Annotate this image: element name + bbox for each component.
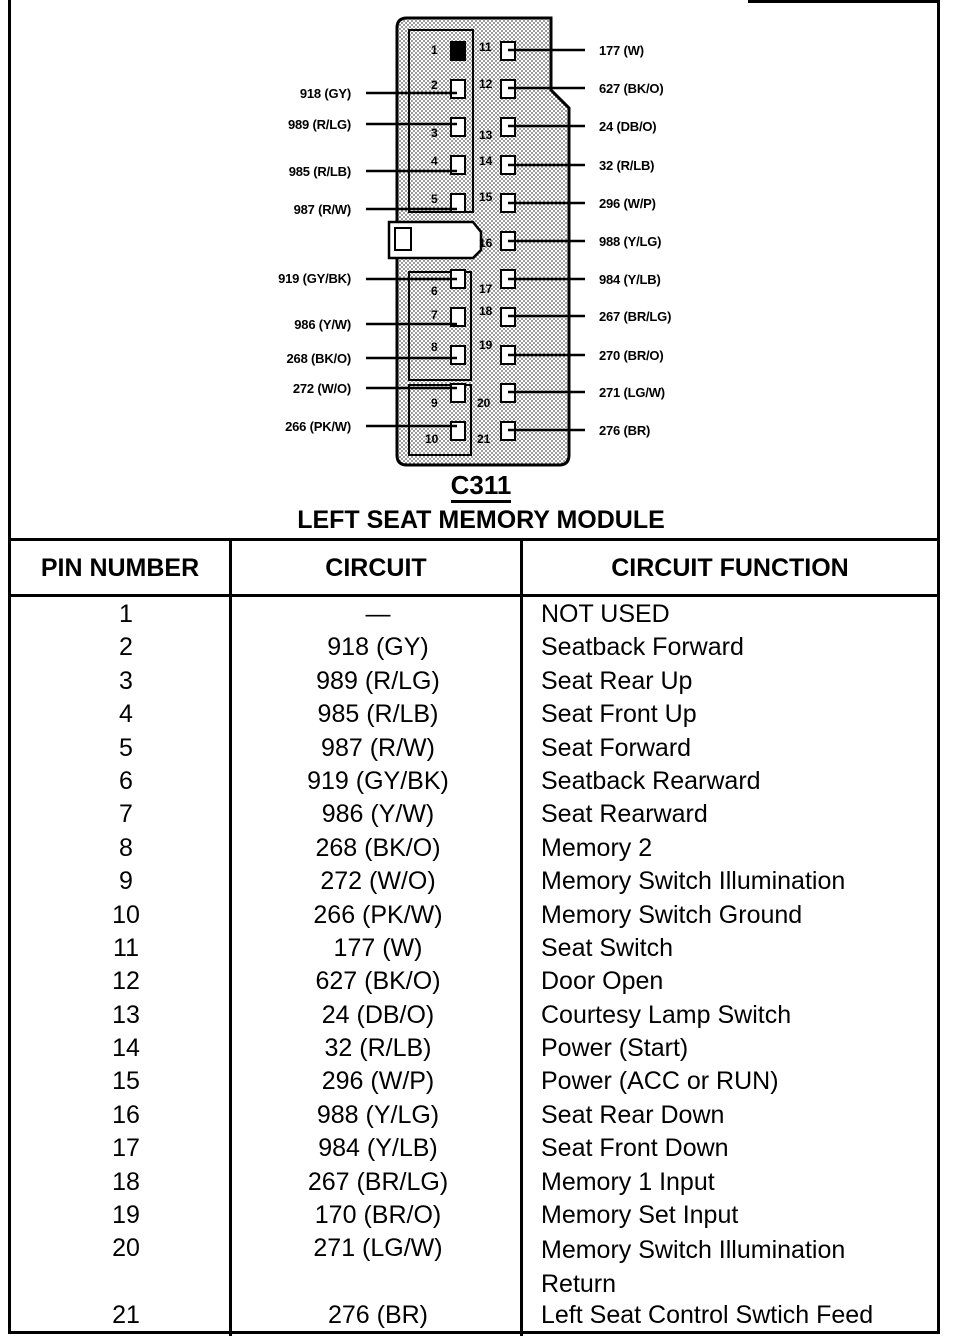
connector-id-text: C311	[451, 470, 512, 503]
pin-number: 7	[431, 308, 438, 322]
circuit-cell: 985 (R/LB)	[317, 700, 439, 729]
circuit-cell: 32 (R/LB)	[324, 1034, 432, 1063]
circuit-cell: 266 (PK/W)	[313, 900, 443, 929]
function-cell: Seat Forward	[541, 733, 692, 762]
wire-label: 270 (BR/O)	[599, 348, 664, 363]
circuit-cell: 268 (BK/O)	[315, 833, 441, 862]
header-circuit: CIRCUIT	[325, 553, 427, 582]
function-cell: Seat Front Down	[541, 1134, 729, 1163]
table-row	[11, 967, 937, 1000]
wire-label: 24 (DB/O)	[599, 119, 657, 134]
pin-number: 9	[431, 396, 438, 410]
pin-number: 4	[431, 154, 438, 168]
table-row	[11, 934, 937, 967]
circuit-cell: 276 (BR)	[327, 1301, 429, 1330]
wire-label: 627 (BK/O)	[599, 81, 664, 96]
pin-cell: 10	[112, 900, 140, 929]
table-row	[11, 1101, 937, 1134]
pin-number: 11	[479, 40, 492, 54]
wire-label: 266 (PK/W)	[285, 419, 351, 434]
table-row	[11, 867, 937, 900]
function-cell: Memory Switch Illumination	[541, 867, 846, 896]
table-row	[11, 1301, 937, 1334]
pin-cell: 8	[119, 833, 133, 862]
circuit-cell: 24 (DB/O)	[321, 1000, 435, 1029]
wire-label: 271 (LG/W)	[599, 385, 665, 400]
function-cell: Memory Switch Ground	[541, 900, 803, 929]
function-cell: Memory 2	[541, 833, 653, 862]
function-cell: Left Seat Control Swtich Feed	[541, 1301, 874, 1330]
pin-number: 1	[431, 43, 438, 57]
table-row	[11, 734, 937, 767]
wire-label: 985 (R/LB)	[288, 164, 351, 179]
pin-cell: 9	[119, 867, 133, 896]
table-row	[11, 667, 937, 700]
pin-cell: 5	[119, 733, 133, 762]
wire-label: 986 (Y/W)	[294, 317, 351, 332]
function-cell: Power (ACC or RUN)	[541, 1067, 779, 1096]
circuit-cell: 296 (W/P)	[321, 1067, 435, 1096]
function-cell: NOT USED	[541, 600, 670, 628]
function-cell: Seat Switch	[541, 933, 674, 962]
wire-label: 919 (GY/BK)	[278, 271, 351, 286]
pin-number: 14	[479, 154, 493, 168]
circuit-cell: 267 (BR/LG)	[307, 1167, 449, 1196]
function-cell: Seat Rearward	[541, 800, 708, 829]
wire-label: 987 (R/W)	[293, 202, 351, 217]
connector-drawing	[11, 0, 937, 540]
connector-name: LEFT SEAT MEMORY MODULE	[297, 506, 665, 534]
table-row	[11, 1201, 937, 1234]
table-row	[11, 1001, 937, 1034]
pin-number: 12	[479, 77, 493, 91]
pin-number: 2	[431, 78, 438, 92]
function-cell: Memory Switch Illumination Return	[541, 1236, 846, 1298]
pin-cell: 18	[112, 1167, 140, 1196]
wire-label: 918 (GY)	[299, 86, 351, 101]
function-cell: Seat Rear Down	[541, 1100, 725, 1129]
circuit-cell: 919 (GY/BK)	[307, 766, 449, 795]
circuit-cell: 627 (BK/O)	[315, 967, 441, 996]
header-circuit-function: CIRCUIT FUNCTION	[611, 553, 849, 582]
circuit-cell: 272 (W/O)	[320, 867, 436, 896]
table-row	[11, 633, 937, 666]
pin-cell: 17	[112, 1134, 140, 1163]
pin-number: 19	[479, 338, 493, 352]
table-row	[11, 600, 937, 633]
wire-label: 296 (W/P)	[599, 196, 656, 211]
pin-cell: 21	[112, 1301, 140, 1330]
pin-cell: 2	[119, 633, 133, 662]
header-pin-number: PIN NUMBER	[40, 553, 200, 582]
pin-number: 10	[425, 432, 439, 446]
table-row	[11, 800, 937, 833]
pin-cell: 11	[113, 933, 139, 962]
connector-diagram	[11, 0, 937, 540]
pin-cell: 6	[119, 766, 133, 795]
function-cell: Memory 1 Input	[541, 1167, 715, 1196]
table-row	[11, 1134, 937, 1167]
circuit-cell: 271 (LG/W)	[313, 1234, 443, 1263]
function-cell: Memory Set Input	[541, 1201, 739, 1230]
pin-number: 13	[479, 128, 493, 142]
pin-cell: 1	[119, 600, 133, 628]
wire-label: 988 (Y/LG)	[599, 234, 662, 249]
wire-label: 272 (W/O)	[292, 381, 351, 396]
circuit-cell: 918 (GY)	[327, 633, 429, 662]
pin-number: 5	[431, 192, 438, 206]
table-row	[11, 834, 937, 867]
circuit-cell: 177 (W)	[333, 933, 423, 962]
pin-number: 3	[431, 126, 438, 140]
document-frame	[8, 0, 940, 1334]
wire-label: 984 (Y/LB)	[599, 272, 661, 287]
header-divider	[11, 594, 937, 597]
table-row	[11, 767, 937, 800]
pin-cell: 14	[112, 1034, 140, 1063]
pin-cell: 20	[112, 1234, 140, 1263]
wire-label: 32 (R/LB)	[599, 158, 655, 173]
circuit-cell: 170 (BR/O)	[314, 1201, 442, 1230]
function-cell: Seat Front Up	[541, 700, 697, 729]
pin-number: 21	[477, 432, 491, 446]
pin-table	[11, 600, 937, 1335]
pin-cell: 12	[112, 967, 140, 996]
pin-number: 6	[431, 284, 438, 298]
function-cell: Door Open	[541, 967, 664, 996]
connector-id	[391, 470, 571, 501]
pin-cell: 7	[119, 800, 133, 829]
circuit-cell: —	[365, 600, 391, 628]
pin-number: 16	[479, 236, 493, 250]
wire-label: 268 (BK/O)	[286, 351, 351, 366]
wire-label: 989 (R/LG)	[287, 117, 351, 132]
pin-cell: 13	[112, 1000, 140, 1029]
function-cell: Seatback Forward	[541, 633, 744, 662]
pin-cell: 15	[112, 1067, 140, 1096]
circuit-cell: 988 (Y/LG)	[316, 1100, 440, 1129]
pin-number: 18	[479, 304, 493, 318]
pin-number: 20	[477, 396, 491, 410]
function-cell: Seatback Rearward	[541, 766, 761, 795]
function-cell: Courtesy Lamp Switch	[541, 1000, 792, 1029]
pin-cell: 4	[119, 700, 133, 729]
circuit-cell: 986 (Y/W)	[321, 800, 435, 829]
pin-number: 15	[479, 190, 493, 204]
circuit-cell: 987 (R/W)	[321, 733, 435, 762]
wire-label: 177 (W)	[599, 43, 644, 58]
pin-cell: 19	[112, 1201, 140, 1230]
table-row	[11, 1034, 937, 1067]
table-row	[11, 1168, 937, 1201]
table-row	[11, 901, 937, 934]
circuit-cell: 984 (Y/LB)	[318, 1134, 438, 1163]
pin-number: 8	[431, 340, 438, 354]
pin-number: 17	[479, 282, 493, 296]
circuit-cell: 989 (R/LG)	[316, 666, 440, 695]
table-row	[11, 1234, 937, 1301]
pin-cell: 16	[112, 1100, 140, 1129]
wire-label: 267 (BR/LG)	[599, 309, 672, 324]
wire-label: 276 (BR)	[599, 423, 651, 438]
pin-cell: 3	[119, 666, 133, 695]
table-row	[11, 1067, 937, 1100]
table-row	[11, 700, 937, 733]
function-cell: Power (Start)	[541, 1034, 689, 1063]
function-cell: Seat Rear Up	[541, 666, 693, 695]
